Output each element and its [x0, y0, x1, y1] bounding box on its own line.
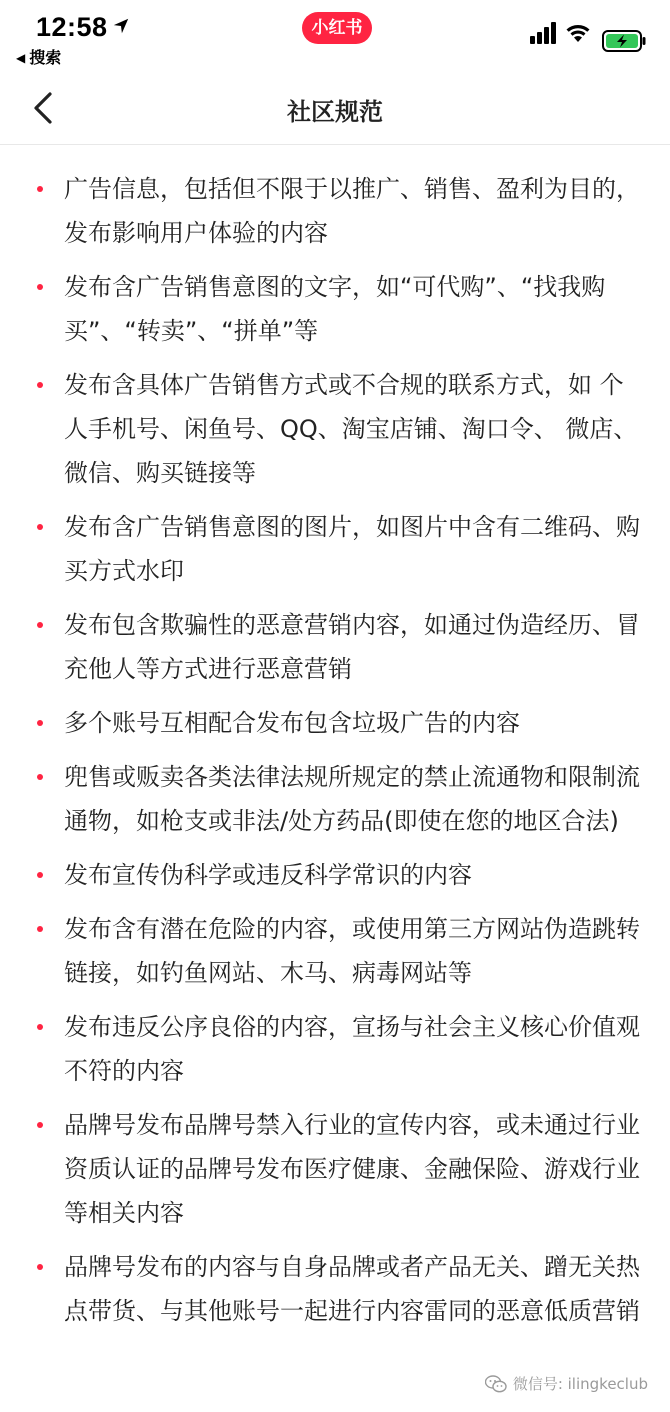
- rule-text: 兜售或贩卖各类法律法规所规定的禁止流通物和限制流通物，如枪支或非法/处方药品(即使在您的地区合法): [64, 763, 640, 835]
- back-triangle-icon: ◀: [16, 51, 26, 65]
- rule-text: 品牌号发布的内容与自身品牌或者产品无关、蹭无关热点带货、与其他账号一起进行内容雷同的恶意低质营销: [64, 1253, 640, 1325]
- bullet-dot-icon: [37, 926, 43, 932]
- bullet-dot-icon: [37, 872, 43, 878]
- bullet-dot-icon: [37, 1024, 43, 1030]
- bullet-dot-icon: [37, 1264, 43, 1270]
- community-guidelines-content: [0, 145, 670, 1343]
- rule-item: [0, 907, 670, 995]
- location-arrow-icon: [112, 17, 130, 35]
- rule-item: [0, 755, 670, 843]
- navigation-bar: [0, 72, 670, 145]
- wechat-icon: [485, 1375, 507, 1393]
- watermark-text: 微信号: ilingkeclub: [512, 1375, 648, 1393]
- rule-list: [0, 145, 670, 1333]
- rule-item: [0, 603, 670, 691]
- rule-text: 发布含广告销售意图的文字，如“可代购”、“找我购买”、“转卖”、“拼单”等: [64, 273, 606, 345]
- cellular-signal-icon: [530, 22, 558, 44]
- back-to-search-link[interactable]: [16, 45, 61, 68]
- rule-text: 广告信息，包括但不限于以推广、销售、盈利为目的，发布影响用户体验的内容: [64, 175, 640, 247]
- bullet-dot-icon: [37, 524, 43, 530]
- page-title: 社区规范: [287, 98, 383, 126]
- back-to-search-label: 搜索: [29, 48, 62, 67]
- status-bar: [0, 0, 670, 72]
- bullet-dot-icon: [37, 622, 43, 628]
- bullet-dot-icon: [37, 774, 43, 780]
- status-time: 12:58: [36, 12, 108, 42]
- rule-item: [0, 701, 670, 745]
- rule-text: 发布含具体广告销售方式或不合规的联系方式，如 个人手机号、闲鱼号、QQ、淘宝店铺、淘口令、 微店、微信、购买链接等: [64, 371, 638, 487]
- wechat-watermark: [485, 1373, 648, 1394]
- rule-item: [0, 167, 670, 255]
- rule-text: 发布含有潜在危险的内容，或使用第三方网站伪造跳转链接，如钓鱼网站、木马、病毒网站等: [64, 915, 640, 987]
- rule-item: [0, 265, 670, 353]
- rule-text: 发布宣传伪科学或违反科学常识的内容: [64, 861, 472, 889]
- xiaohongshu-logo: 小红书: [302, 12, 372, 44]
- rule-item: [0, 853, 670, 897]
- wifi-icon: [564, 22, 592, 44]
- bullet-dot-icon: [37, 1122, 43, 1128]
- rule-item: [0, 363, 670, 495]
- battery-charging-icon: [602, 30, 646, 52]
- bullet-dot-icon: [37, 186, 43, 192]
- rule-text: 发布含广告销售意图的图片，如图片中含有二维码、购买方式水印: [64, 513, 640, 585]
- rule-text: 多个账号互相配合发布包含垃圾广告的内容: [64, 709, 520, 737]
- rule-item: [0, 1245, 670, 1333]
- bullet-dot-icon: [37, 382, 43, 388]
- bullet-dot-icon: [37, 284, 43, 290]
- rule-text: 发布违反公序良俗的内容，宣扬与社会主义核心价值观不符的内容: [64, 1013, 640, 1085]
- rule-text: 品牌号发布品牌号禁入行业的宣传内容，或未通过行业资质认证的品牌号发布医疗健康、金融保险、游戏行业等相关内容: [64, 1111, 640, 1227]
- rule-item: [0, 1103, 670, 1235]
- rule-item: [0, 505, 670, 593]
- rule-item: [0, 1005, 670, 1093]
- bullet-dot-icon: [37, 720, 43, 726]
- rule-text: 发布包含欺骗性的恶意营销内容，如通过伪造经历、冒充他人等方式进行恶意营销: [64, 611, 640, 683]
